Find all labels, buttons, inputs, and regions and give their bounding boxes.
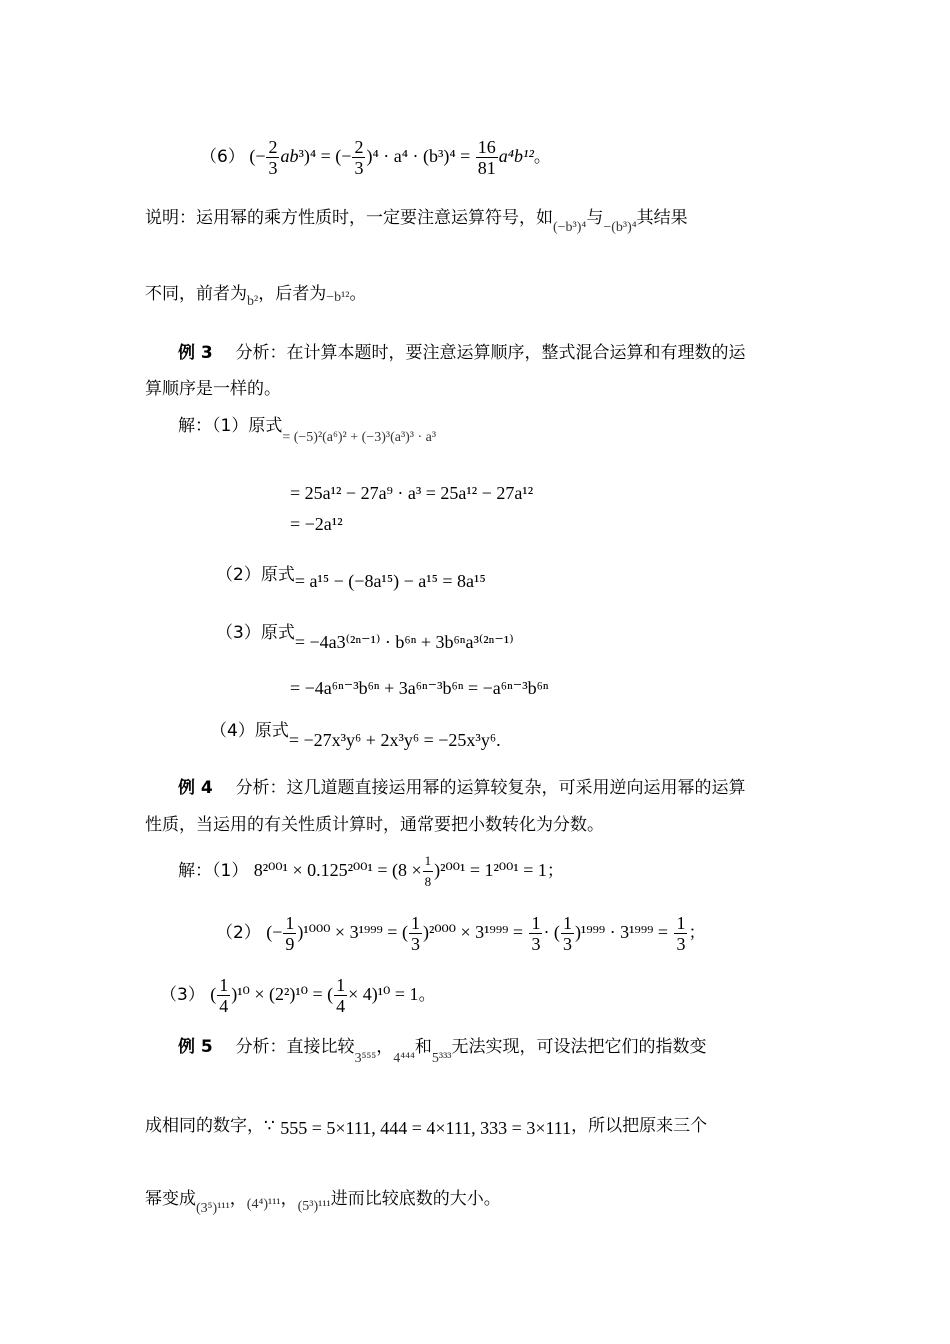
ex4-sol3-f2d: 4 bbox=[336, 995, 346, 1016]
ex5-text-5: 幂变成 bbox=[145, 1189, 196, 1209]
ex5-expr-2: 4⁴⁴⁴ bbox=[393, 1051, 415, 1066]
note-text-6: 。 bbox=[349, 284, 367, 304]
ex4-analysis-2: 性质，当运用的有关性质计算时，通常要把小数转化为分数。 bbox=[145, 815, 604, 835]
ex3-sol1-label: 解：（1）原式 bbox=[178, 416, 283, 436]
ex3-analysis-1: 分析：在计算本题时，要注意运算顺序，整式混合运算和有理数的运 bbox=[235, 343, 746, 363]
ex4-sol1-fraction bbox=[423, 851, 434, 892]
ex5-sep-1: ， bbox=[376, 1037, 394, 1057]
item6-lhs-pre: (− bbox=[249, 146, 266, 166]
ex3-sol4-line1: = −27x³y⁶ + 2x³y⁶ = −25x³y⁶. bbox=[288, 730, 501, 750]
ex4-analysis-line-1 bbox=[178, 776, 746, 800]
ex4-sol3-fraction-2 bbox=[334, 975, 347, 1016]
ex4-sol2-d: · ( bbox=[543, 922, 560, 942]
ex5-line-3 bbox=[145, 1187, 501, 1216]
ex3-sol3-label: （3）原式 bbox=[216, 623, 295, 643]
ex3-sol1-row bbox=[178, 414, 437, 445]
ex4-sol1-fd: 8 bbox=[424, 873, 432, 889]
note-text-2: 与 bbox=[586, 208, 604, 228]
ex4-sol3-a: ( bbox=[210, 984, 217, 1004]
item6-fraction-2 bbox=[352, 137, 365, 178]
ex3-sol1-line2: = 25a¹² − 27a⁹ · a³ = 25a¹² − 27a¹² bbox=[290, 483, 534, 503]
ex3-sol1-line1: = (−5)²(a⁶)² + (−3)³(a³)³ · a³ bbox=[282, 430, 437, 445]
item6-rhs-mid: )⁴ · a⁴ · (b³)⁴ = bbox=[366, 146, 471, 166]
item6-rhs-end: a⁴b¹² bbox=[498, 146, 534, 166]
ex4-sol2-f1n: 1 bbox=[285, 912, 295, 933]
ex3-sol2-label: （2）原式 bbox=[216, 565, 295, 585]
ex4-sol2-f4n: 1 bbox=[562, 912, 572, 933]
ex4-sol3-f2n: 1 bbox=[336, 974, 346, 995]
ex5-power-2: (4⁴)¹¹¹ bbox=[246, 1197, 281, 1212]
note-text-1: 说明：运用幂的乘方性质时，一定要注意运算符号，如 bbox=[145, 208, 553, 228]
ex4-sol2-f5d: 3 bbox=[676, 933, 686, 954]
note-expr-3: b² bbox=[247, 294, 259, 309]
ex4-sol3-end: 。 bbox=[418, 985, 436, 1005]
ex5-sep-3: ， bbox=[280, 1189, 298, 1209]
ex3-sol3-line1: = −4a3⁽²ⁿ⁻¹⁾ · b⁶ⁿ + 3b⁶ⁿa³⁽²ⁿ⁻¹⁾ bbox=[294, 632, 514, 652]
ex4-sol2-a: (− bbox=[266, 922, 283, 942]
note-expr-2: −(b³)⁴ bbox=[603, 220, 637, 235]
ex4-sol3-label: （3） bbox=[160, 985, 205, 1005]
ex3-sol1-line3: = −2a¹² bbox=[290, 514, 343, 534]
note-text-4: 不同，前者为 bbox=[145, 284, 247, 304]
ex3-sol2-line1: = a¹⁵ − (−8a¹⁵) − a¹⁵ = 8a¹⁵ bbox=[294, 571, 486, 591]
item6-period: 。 bbox=[533, 147, 551, 167]
ex3-analysis-line-1 bbox=[178, 341, 746, 365]
ex4-label: 例 4 bbox=[178, 778, 213, 798]
item6-f1-denominator: 3 bbox=[268, 158, 278, 179]
ex4-sol2-c: )²⁰⁰⁰ × 3¹⁹⁹⁹ = bbox=[422, 922, 524, 942]
ex4-sol2-fraction-1 bbox=[283, 913, 296, 954]
note-expr-4: −b¹² bbox=[326, 290, 350, 305]
note-expr-1: (−b³)⁴ bbox=[553, 220, 587, 235]
ex4-sol3-row bbox=[160, 972, 436, 1017]
ex4-sol3-f1d: 4 bbox=[219, 995, 229, 1016]
ex4-sol2-f4d: 3 bbox=[562, 933, 572, 954]
ex4-sol1-row bbox=[178, 848, 564, 893]
ex4-sol1-fn: 1 bbox=[423, 851, 434, 872]
ex3-label: 例 3 bbox=[178, 343, 213, 363]
note-line-1 bbox=[145, 206, 688, 235]
ex4-sol2-end: ； bbox=[688, 923, 706, 943]
ex3-analysis-2: 算顺序是一样的。 bbox=[145, 379, 281, 399]
ex5-text-1: 分析：直接比较 bbox=[235, 1037, 355, 1057]
item6-f1-numerator: 2 bbox=[268, 137, 278, 158]
ex5-text-4: ，所以把原来三个 bbox=[571, 1116, 708, 1136]
note-text-3: 其结果 bbox=[636, 208, 688, 228]
ex5-sep-2: ， bbox=[229, 1189, 247, 1209]
ex5-line-2 bbox=[145, 1113, 707, 1138]
ex5-text-3: 成相同的数字，∵ bbox=[145, 1116, 275, 1136]
ex4-sol2-f1d: 9 bbox=[285, 933, 295, 954]
ex4-sol2-label: （2） bbox=[216, 923, 261, 943]
item6-lhs-mid: ab bbox=[280, 146, 299, 166]
ex4-sol2-row bbox=[216, 910, 705, 955]
ex4-sol2-fraction-5 bbox=[674, 913, 687, 954]
ex4-analysis-line-2 bbox=[145, 813, 604, 837]
ex3-sol3-line2: = −4a⁶ⁿ⁻³b⁶ⁿ + 3a⁶ⁿ⁻³b⁶ⁿ = −a⁶ⁿ⁻³b⁶ⁿ bbox=[290, 678, 549, 698]
ex4-sol2-fraction-3 bbox=[529, 913, 542, 954]
note-line-2 bbox=[145, 282, 367, 308]
item6-f2-denominator: 3 bbox=[354, 158, 364, 179]
ex3-sol4-row bbox=[210, 718, 501, 750]
ex5-power-3: (5³)¹¹¹ bbox=[297, 1199, 331, 1214]
ex4-sol2-fraction-4 bbox=[561, 913, 574, 954]
ex4-sol1-end: ； bbox=[546, 861, 564, 881]
item6-equation bbox=[200, 134, 551, 179]
item6-fraction-1 bbox=[266, 137, 279, 178]
ex3-sol2-row bbox=[216, 562, 486, 591]
ex4-sol3-c: × 4)¹⁰ = 1 bbox=[348, 984, 419, 1004]
ex4-sol2-f3n: 1 bbox=[531, 912, 541, 933]
ex3-sol4-label: （4）原式 bbox=[210, 721, 289, 741]
ex4-sol2-f2n: 1 bbox=[410, 912, 420, 933]
item6-label: （6） bbox=[200, 147, 245, 167]
ex5-text-2: 无法实现，可设法把它们的指数变 bbox=[451, 1037, 707, 1057]
ex4-sol2-f5n: 1 bbox=[676, 912, 686, 933]
ex3-analysis-line-2 bbox=[145, 377, 281, 401]
ex4-sol1-a: 8²⁰⁰¹ × 0.125²⁰⁰¹ = (8 × bbox=[253, 860, 422, 880]
item6-fraction-3 bbox=[476, 137, 498, 178]
ex4-sol3-b: )¹⁰ × (2²)¹⁰ = ( bbox=[231, 984, 334, 1004]
note-text-5: ，后者为 bbox=[258, 284, 327, 304]
ex4-sol1-label: 解：（1） bbox=[178, 861, 249, 881]
ex4-sol2-fraction-2 bbox=[409, 913, 422, 954]
ex5-power-1: (3⁵)¹¹¹ bbox=[196, 1201, 230, 1216]
ex3-sol3-row bbox=[216, 620, 514, 652]
ex5-equation: 555 = 5×111, 444 = 4×111, 333 = 3×111 bbox=[280, 1118, 572, 1138]
item6-f3-denominator: 81 bbox=[477, 158, 496, 179]
ex4-sol3-f1n: 1 bbox=[219, 974, 229, 995]
ex4-sol2-b: )¹⁰⁰⁰ × 3¹⁹⁹⁹ = ( bbox=[297, 922, 408, 942]
ex5-text-6: 进而比较底数的大小。 bbox=[330, 1189, 501, 1209]
ex5-line-1 bbox=[178, 1035, 707, 1066]
item6-f3-numerator: 16 bbox=[477, 137, 496, 158]
item6-lhs-post: ³)⁴ = (− bbox=[298, 146, 352, 166]
ex4-analysis-1: 分析：这几道题直接运用幂的运算较复杂，可采用逆向运用幂的运算 bbox=[235, 778, 746, 798]
ex5-and: 和 bbox=[414, 1037, 432, 1057]
ex4-sol2-e: )¹⁹⁹⁹ · 3¹⁹⁹⁹ = bbox=[574, 922, 669, 942]
ex4-sol1-b: )²⁰⁰¹ = 1²⁰⁰¹ = 1 bbox=[434, 860, 547, 880]
ex5-label: 例 5 bbox=[178, 1037, 213, 1057]
ex4-sol2-f2d: 3 bbox=[410, 933, 420, 954]
ex5-expr-3: 5³³³ bbox=[431, 1051, 452, 1066]
ex5-expr-1: 3⁵⁵⁵ bbox=[354, 1051, 377, 1066]
ex4-sol3-fraction-1 bbox=[217, 975, 230, 1016]
item6-f2-numerator: 2 bbox=[354, 137, 364, 158]
ex4-sol2-f3d: 3 bbox=[531, 933, 541, 954]
